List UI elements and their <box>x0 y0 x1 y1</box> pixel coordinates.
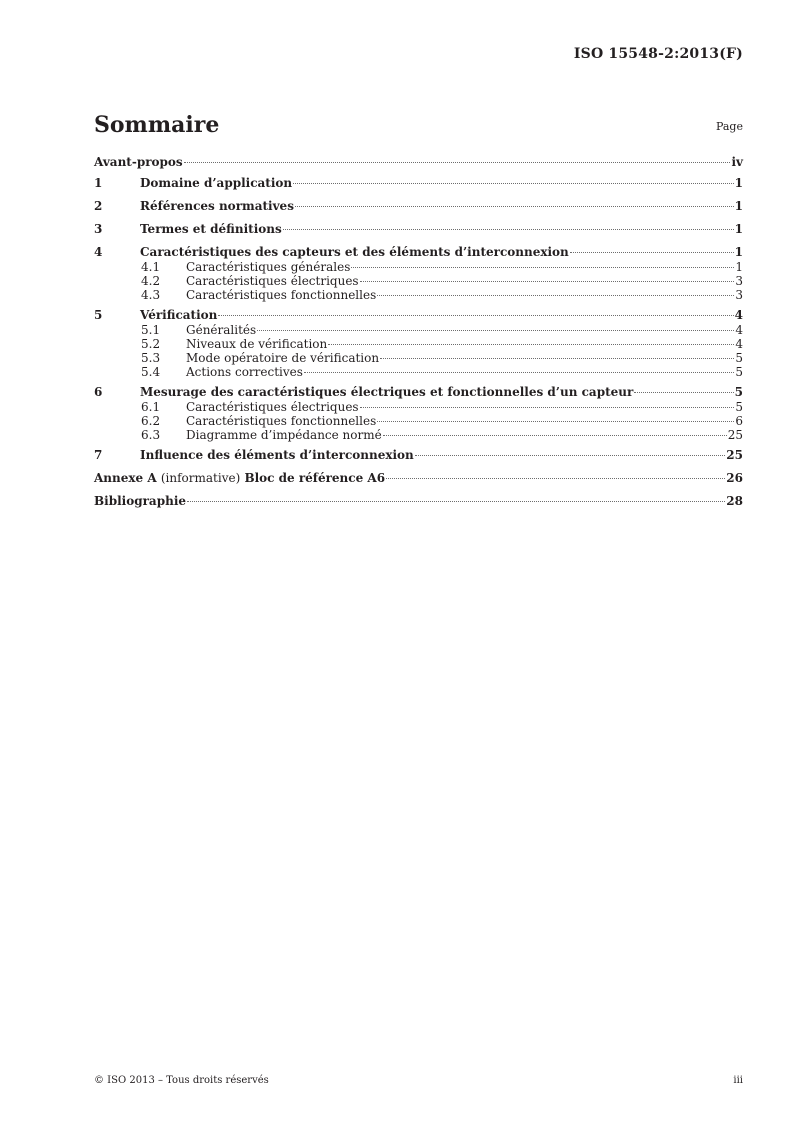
toc-entry-title: Mode opératoire de vérification <box>186 351 380 365</box>
toc-entry-page: 3 <box>735 274 743 288</box>
toc-entry-title: Avant-propos <box>94 155 183 169</box>
toc-entry-number: 1 <box>94 176 103 190</box>
dot-leader <box>386 478 725 479</box>
page-number: iii <box>733 1075 743 1086</box>
toc-entry-page: 25 <box>726 448 743 462</box>
dot-leader <box>257 330 734 331</box>
toc-entry-number: 4.1 <box>141 260 161 274</box>
toc-entry-number: 5.1 <box>141 323 161 337</box>
toc-entry-title: Caractéristiques électriques <box>186 400 359 414</box>
toc-entry-5-2[interactable] <box>94 337 743 351</box>
toc-entry-page: 1 <box>734 199 743 213</box>
toc-entry-page: 6 <box>735 414 743 428</box>
toc-entry-page: 25 <box>727 428 743 442</box>
toc-entry-page: 1 <box>734 176 743 190</box>
toc-entry-5[interactable] <box>94 308 743 323</box>
dot-leader <box>293 183 734 184</box>
toc-entry-title <box>94 471 385 486</box>
toc-entry-title: Termes et définitions <box>140 222 282 236</box>
dot-leader <box>351 267 734 268</box>
toc-entry-6-2[interactable] <box>94 414 743 428</box>
toc-entry-page: iv <box>731 155 743 169</box>
toc-entry-title: Caractéristiques des capteurs et des éléments d’interconnexion <box>140 245 569 259</box>
toc-entry-6-1[interactable] <box>94 400 743 414</box>
toc-entry-title: Caractéristiques fonctionnelles <box>186 414 377 428</box>
toc-entry-number: 4.2 <box>141 274 161 288</box>
toc-entry-title: Généralités <box>186 323 257 337</box>
page-column-label: Page <box>715 120 743 133</box>
toc-entry-7[interactable] <box>94 448 743 463</box>
toc-entry-number: 6.2 <box>141 414 161 428</box>
toc-entry-page: 26 <box>726 471 743 485</box>
toc-entry-title: Vérification <box>140 308 218 322</box>
toc-entry-page: 5 <box>735 365 743 379</box>
toc-entry-number: 4.3 <box>141 288 161 302</box>
toc-entry-title: Niveaux de vérification <box>186 337 328 351</box>
toc-entry-page: 4 <box>735 337 743 351</box>
dot-leader <box>328 344 734 345</box>
toc-entry-page: 5 <box>735 400 743 414</box>
toc-entry-title: Influence des éléments d’interconnexion <box>140 448 414 462</box>
toc-entry-page: 1 <box>734 222 743 236</box>
toc-entry-title: Domaine d’application <box>140 176 293 190</box>
toc-entry-number: 6.3 <box>141 428 161 442</box>
toc-entry-5-3[interactable] <box>94 351 743 365</box>
toc-entry-6[interactable] <box>94 385 743 400</box>
toc-entry-page: 5 <box>735 351 743 365</box>
toc-entry-page: 4 <box>735 323 743 337</box>
toc-entry-title: Bibliographie <box>94 494 187 508</box>
toc-entry-number: 4 <box>94 245 103 259</box>
dot-leader <box>187 501 725 502</box>
toc-entry-title: Caractéristiques générales <box>186 260 351 274</box>
dot-leader <box>283 229 734 230</box>
dot-leader <box>383 435 727 436</box>
toc-entry-avant-propos[interactable] <box>94 155 743 170</box>
toc-entry-title: Actions correctives <box>186 365 303 379</box>
dot-leader <box>377 295 734 296</box>
dot-leader <box>380 358 734 359</box>
toc-heading: Sommaire <box>94 112 220 138</box>
toc-entry-3[interactable] <box>94 222 743 237</box>
dot-leader <box>570 252 734 253</box>
toc-entry-4-1[interactable] <box>94 260 743 274</box>
table-of-contents <box>94 155 743 509</box>
toc-entry-title: Mesurage des caractéristiques électriques et fonctionnelles d’un capteur <box>140 385 634 399</box>
toc-entry-number: 5.4 <box>141 365 161 379</box>
dot-leader <box>634 392 733 393</box>
toc-entry-6-3[interactable] <box>94 428 743 442</box>
toc-entry-number: 5.2 <box>141 337 161 351</box>
copyright-notice: © ISO 2013 – Tous droits réservés <box>94 1075 269 1086</box>
dot-leader <box>377 421 734 422</box>
toc-entry-2[interactable] <box>94 199 743 214</box>
toc-entry-page: 1 <box>734 245 743 259</box>
toc-entry-title: Caractéristiques fonctionnelles <box>186 288 377 302</box>
annex-title: Bloc de référence A6 <box>244 471 386 485</box>
dot-leader <box>184 162 731 163</box>
toc-entry-1[interactable] <box>94 176 743 191</box>
toc-entry-page: 4 <box>734 308 743 322</box>
annex-qualifier: (informative) <box>160 471 241 485</box>
dot-leader <box>360 281 735 282</box>
dot-leader <box>295 206 734 207</box>
toc-entry-page: 1 <box>735 260 743 274</box>
dot-leader <box>415 455 726 456</box>
toc-entry-page: 3 <box>735 288 743 302</box>
toc-entry-title: Diagramme d’impédance normé <box>186 428 382 442</box>
dot-leader <box>304 372 734 373</box>
toc-entry-4[interactable] <box>94 245 743 260</box>
toc-entry-number: 6 <box>94 385 103 399</box>
toc-entry-5-1[interactable] <box>94 323 743 337</box>
toc-entry-number: 6.1 <box>141 400 161 414</box>
dot-leader <box>360 407 735 408</box>
toc-entry-title: Caractéristiques électriques <box>186 274 359 288</box>
toc-entry-page: 5 <box>734 385 743 399</box>
toc-entry-number: 7 <box>94 448 103 462</box>
annex-label: Annexe A <box>94 471 157 485</box>
toc-entry-page: 28 <box>726 494 743 508</box>
toc-entry-title: Références normatives <box>140 199 294 213</box>
toc-entry-4-2[interactable] <box>94 274 743 288</box>
toc-entry-number: 5.3 <box>141 351 161 365</box>
toc-entry-4-3[interactable] <box>94 288 743 302</box>
dot-leader <box>218 315 733 316</box>
toc-entry-bibliographie[interactable] <box>94 494 743 509</box>
toc-entry-5-4[interactable] <box>94 365 743 379</box>
toc-entry-number: 2 <box>94 199 103 213</box>
toc-entry-number: 5 <box>94 308 103 322</box>
toc-entry-number: 3 <box>94 222 103 236</box>
toc-entry-annexe-a[interactable] <box>94 471 743 486</box>
document-reference: ISO 15548-2:2013(F) <box>573 46 743 62</box>
